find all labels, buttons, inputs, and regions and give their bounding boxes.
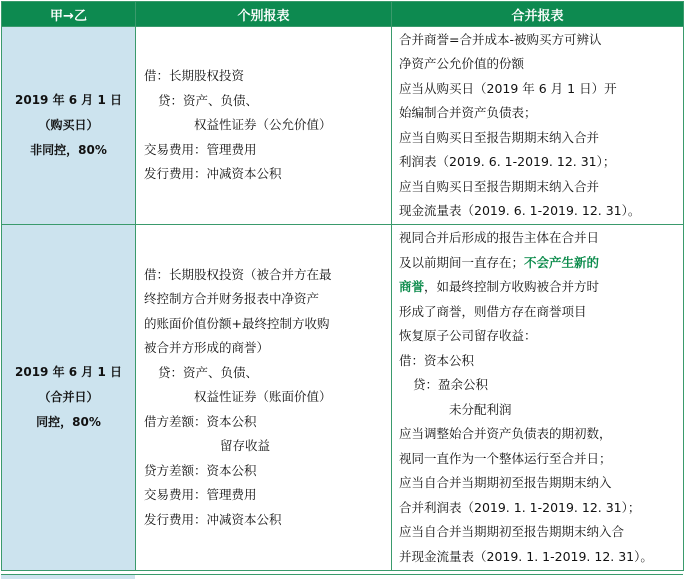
entry-line: 借：长期股权投资 bbox=[144, 68, 245, 84]
text-line bbox=[399, 251, 679, 276]
text-line: 应当从购买日（2019 年 6 月 1 日）开 bbox=[399, 80, 617, 96]
entry-line: 交易费用：管理费用 bbox=[144, 487, 257, 503]
consolidated-cell bbox=[392, 27, 684, 225]
case-kind: （合并日） bbox=[38, 390, 99, 404]
case-cell bbox=[2, 225, 136, 571]
text-line: 利润表（2019. 6. 1-2019. 12. 31）； bbox=[399, 154, 616, 169]
comparison-table bbox=[1, 1, 684, 571]
consolidated-cell bbox=[392, 225, 684, 571]
entry-line: 交易费用：管理费用 bbox=[144, 141, 257, 157]
entry-line: 权益性证券（公允价值） bbox=[194, 117, 332, 133]
text-line: 应当自合并当期期初至报告期期末纳入合 bbox=[399, 524, 625, 539]
case-kind: （购买日） bbox=[38, 118, 99, 132]
table-row bbox=[2, 225, 684, 571]
text-line: 应当自购买日至报告期期末纳入合并 bbox=[399, 178, 600, 194]
text-line: 合并利润表（2019. 1. 1-2019. 12. 31）； bbox=[399, 499, 641, 515]
text-line: 应当自购买日至报告期期末纳入合并 bbox=[399, 129, 600, 145]
entry-line: 借：长期股权投资（被合并方在最 bbox=[144, 266, 332, 282]
entry-line: 终控制方合并财务报表中净资产 bbox=[144, 291, 320, 307]
entry-line: 发行费用：冲减资本公积 bbox=[144, 511, 282, 527]
text-line: 视同一直作为一个整体运行至合并日； bbox=[399, 450, 612, 466]
text-line: 形成了商誉，则借方存在商誉项目 bbox=[399, 303, 587, 319]
case-type: 同控，80% bbox=[36, 415, 101, 429]
entry-line: 发行费用：冲减资本公积 bbox=[144, 166, 282, 182]
entry-line: 贷：资产、负债、 bbox=[158, 364, 259, 380]
entry-line: 贷：盈余公积 bbox=[413, 377, 489, 392]
header-consolidated-statements: 合并报表 bbox=[392, 2, 684, 27]
text-line: 合并商誉=合并成本-被购买方可辨认 bbox=[399, 31, 602, 47]
text-fragment: 及以前期间一直存在； bbox=[399, 254, 525, 270]
text-line: 应当自合并当期期初至报告期期末纳入 bbox=[399, 475, 612, 490]
case-cell bbox=[2, 27, 136, 225]
entry-line: 权益性证券（账面价值） bbox=[194, 389, 332, 405]
text-line bbox=[399, 275, 679, 300]
text-line: 应当调整始合并资产负债表的期初数， bbox=[399, 426, 612, 441]
text-line: 视同合并后形成的报告主体在合并日 bbox=[399, 230, 600, 245]
entry-line: 借：资本公积 bbox=[399, 352, 475, 368]
entry-line: 留存收益 bbox=[220, 438, 271, 454]
highlight-text: 不会产生新的 bbox=[524, 254, 600, 270]
entry-line: 贷方差额：资本公积 bbox=[144, 462, 257, 478]
individual-cell bbox=[136, 27, 392, 225]
text-fragment: ，如最终控制方收购被合并方时 bbox=[424, 279, 600, 294]
header-individual-statements: 个别报表 bbox=[136, 2, 392, 27]
highlight-text: 商誉 bbox=[399, 279, 425, 294]
header-direction: 甲→乙 bbox=[2, 2, 136, 27]
text-line: 净资产公允价值的份额 bbox=[399, 56, 525, 71]
text-line: 恢复原子公司留存收益： bbox=[399, 328, 537, 343]
entry-line: 贷：资产、负债、 bbox=[158, 92, 259, 108]
table-continuation bbox=[1, 574, 683, 579]
table-row bbox=[2, 27, 684, 225]
text-line: 并现金流量表（2019. 1. 1-2019. 12. 31）。 bbox=[399, 548, 653, 564]
case-date: 2019 年 6 月 1 日 bbox=[15, 365, 122, 379]
entry-line: 被合并方形成的商誉） bbox=[144, 340, 270, 356]
text-line: 始编制合并资产负债表； bbox=[399, 105, 537, 120]
continuation-shade bbox=[1, 575, 135, 579]
text-line: 现金流量表（2019. 6. 1-2019. 12. 31）。 bbox=[399, 203, 641, 218]
case-date: 2019 年 6 月 1 日 bbox=[15, 93, 122, 107]
individual-cell bbox=[136, 225, 392, 571]
case-type: 非同控，80% bbox=[30, 143, 107, 157]
entry-line: 的账面价值份额+最终控制方收购 bbox=[144, 315, 330, 331]
entry-line: 借方差额：资本公积 bbox=[144, 413, 257, 429]
header-row bbox=[2, 2, 684, 27]
entry-line: 未分配利润 bbox=[449, 401, 512, 417]
